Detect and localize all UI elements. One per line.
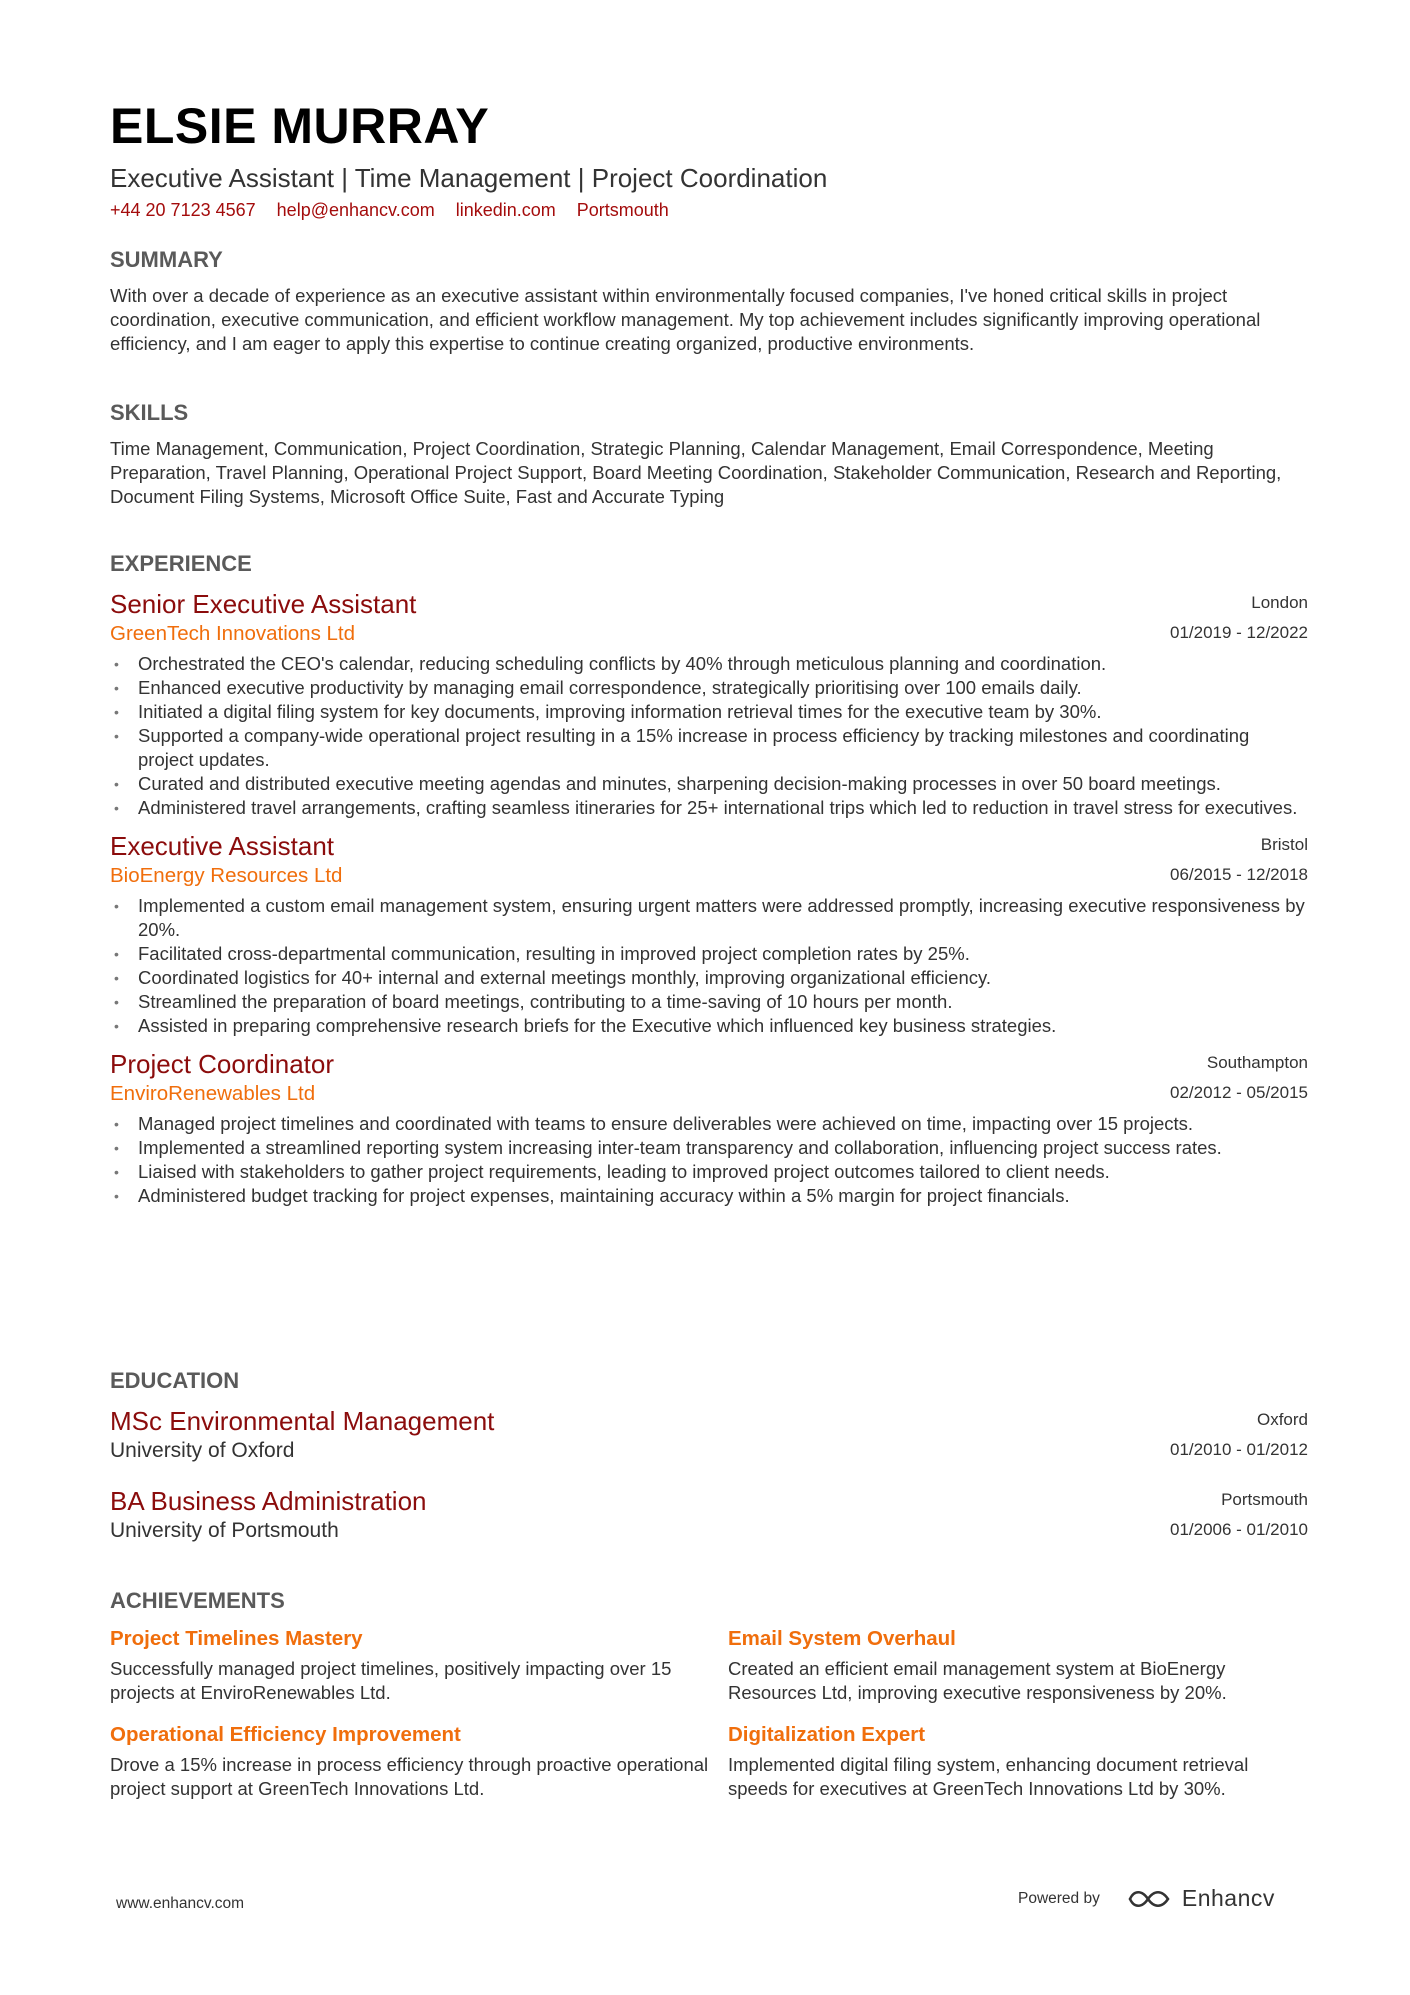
footer-website[interactable]: www.enhancv.com — [116, 1895, 245, 1912]
education-item — [110, 1405, 1308, 1465]
achievement-text: Created an efficient email management system at BioEnergy Resources Ltd, improving executive responsiveness by 20%. — [728, 1658, 1227, 1703]
bullet-item: • Implemented a streamlined reporting system increasing inter-team transparency and collaboration, influencing project success rates. — [110, 1136, 1308, 1160]
headline: Executive Assistant | Time Management | Project Coordination — [110, 163, 828, 193]
contact-linkedin[interactable]: linkedin.com — [455, 200, 556, 220]
skills-section — [110, 399, 1308, 509]
bullet-item: • Assisted in preparing comprehensive research briefs for the Executive which influenced key business strategies. — [110, 1014, 1308, 1038]
bullet-item: • Administered travel arrangements, crafting seamless itineraries for 25+ international trips which led to reduction in travel stress for executives. — [110, 796, 1308, 820]
achievement-title: Digitalization Expert — [728, 1723, 926, 1746]
achievement-title: Email System Overhaul — [728, 1627, 956, 1650]
achievement-item — [728, 1721, 1308, 1801]
job-bullets — [110, 652, 1308, 820]
degree-title: MSc Environmental Management — [110, 1406, 495, 1436]
job-title: Senior Executive Assistant — [110, 589, 417, 619]
bullet-item: • Streamlined the preparation of board meetings, contributing to a time-saving of 10 hours per month. — [110, 990, 1308, 1014]
achievement-item — [110, 1721, 728, 1801]
job-title: Project Coordinator — [110, 1049, 334, 1079]
school-location: Portsmouth — [1221, 1490, 1308, 1509]
achievement-title: Project Timelines Mastery — [110, 1627, 363, 1650]
enhancv-logo-icon — [1126, 1886, 1174, 1912]
job-location: Southampton — [1206, 1053, 1308, 1072]
contact-email[interactable]: help@enhancv.com — [276, 200, 435, 220]
job-company: GreenTech Innovations Ltd — [110, 622, 356, 645]
achievements-section — [110, 1587, 1308, 1801]
contact-location: Portsmouth — [576, 200, 669, 220]
powered-by-label: Powered by — [1018, 1889, 1100, 1907]
job-dates: 06/2015 - 12/2018 — [1169, 865, 1308, 884]
job-bullets — [110, 894, 1308, 1038]
brand-name: Enhancv — [1181, 1885, 1275, 1911]
bullet-item: • Managed project timelines and coordinated with teams to ensure deliverables were achieved on time, impacting over 15 projects. — [110, 1112, 1308, 1136]
job-dates: 01/2019 - 12/2022 — [1169, 623, 1308, 642]
bullet-item: • Administered budget tracking for project expenses, maintaining accuracy within a 5% margin for project financials. — [110, 1184, 1308, 1208]
bullet-item: • Supported a company-wide operational project resulting in a 15% increase in process efficiency by tracking milestones and coordinating project updates. — [110, 724, 1308, 772]
job-title: Executive Assistant — [110, 831, 334, 861]
education-section — [110, 1367, 1308, 1545]
bullet-item: • Coordinated logistics for 40+ internal and external meetings monthly, improving organizational efficiency. — [110, 966, 1308, 990]
experience-item — [110, 588, 1308, 820]
job-company: BioEnergy Resources Ltd — [110, 864, 343, 887]
achievement-text: Implemented digital filing system, enhancing document retrieval speeds for executives at GreenTech Innovations Ltd by 30%. — [728, 1754, 1249, 1799]
school-dates: 01/2010 - 01/2012 — [1169, 1440, 1308, 1459]
summary-section — [110, 246, 1308, 356]
skills-title: SKILLS — [110, 400, 189, 425]
education-title: EDUCATION — [110, 1368, 240, 1393]
job-location: Bristol — [1260, 835, 1308, 854]
bullet-item: • Liaised with stakeholders to gather project requirements, leading to improved project outcomes tailored to client needs. — [110, 1160, 1308, 1184]
school-dates: 01/2006 - 01/2010 — [1169, 1520, 1308, 1539]
degree-title: BA Business Administration — [110, 1486, 427, 1516]
job-company: EnviroRenewables Ltd — [110, 1082, 316, 1105]
summary-title: SUMMARY — [110, 247, 223, 272]
experience-item — [110, 830, 1308, 1038]
bullet-item: • Initiated a digital filing system for key documents, improving information retrieval times for the executive team by 30%. — [110, 700, 1308, 724]
achievement-text: Drove a 15% increase in process efficiency through proactive operational project support at GreenTech Innovations Ltd. — [110, 1754, 709, 1799]
experience-title: EXPERIENCE — [110, 551, 252, 576]
bullet-item: • Implemented a custom email management system, ensuring urgent matters were addressed promptly, increasing executive responsiveness by 20%. — [110, 894, 1308, 942]
job-bullets — [110, 1112, 1308, 1208]
skills-text: Time Management, Communication, Project Coordination, Strategic Planning, Calendar Management, Email Correspondence, Meeting Preparation, Travel Planning, Operational Project Support, Board Meeting Coordination, Stakeholder Communication, Research and Reporting, Document Filing Systems, Microsoft Office Suite, Fast and Accurate Typing — [110, 438, 1282, 507]
experience-section — [110, 550, 1308, 1208]
job-location: London — [1251, 593, 1308, 612]
achievement-text: Successfully managed project timelines, positively impacting over 15 projects at EnviroRenewables Ltd. — [110, 1658, 672, 1703]
contact-row — [110, 198, 1308, 222]
achievement-item — [110, 1625, 728, 1705]
bullet-item: • Facilitated cross-departmental communication, resulting in improved project completion rates by 25%. — [110, 942, 1308, 966]
bullet-item: • Orchestrated the CEO's calendar, reducing scheduling conflicts by 40% through meticulous planning and coordination. — [110, 652, 1308, 676]
achievements-grid — [110, 1625, 1308, 1801]
summary-text: With over a decade of experience as an executive assistant within environmentally focused companies, I've honed critical skills in project coordination, executive communication, and efficient workflow management. My top achievement includes significantly improving operational efficiency, and I am eager to apply this expertise to continue creating organized, productive environments. — [110, 285, 1261, 354]
school-location: Oxford — [1256, 1410, 1308, 1429]
achievement-title: Operational Efficiency Improvement — [110, 1723, 461, 1746]
resume-page — [110, 96, 1308, 222]
school-name: University of Oxford — [110, 1439, 295, 1462]
footer-branding — [1018, 1885, 1275, 1912]
education-item — [110, 1485, 1308, 1545]
bullet-item: • Enhanced executive productivity by managing email correspondence, strategically prioritising over 100 emails daily. — [110, 676, 1308, 700]
bullet-item: • Curated and distributed executive meeting agendas and minutes, sharpening decision-making processes in over 50 board meetings. — [110, 772, 1308, 796]
job-dates: 02/2012 - 05/2015 — [1169, 1083, 1308, 1102]
contact-phone[interactable]: +44 20 7123 4567 — [110, 200, 256, 220]
achievements-title: ACHIEVEMENTS — [110, 1588, 285, 1613]
experience-item — [110, 1048, 1308, 1208]
candidate-name: ELSIE MURRAY — [110, 98, 490, 154]
achievement-item — [728, 1625, 1308, 1705]
school-name: University of Portsmouth — [110, 1519, 339, 1542]
